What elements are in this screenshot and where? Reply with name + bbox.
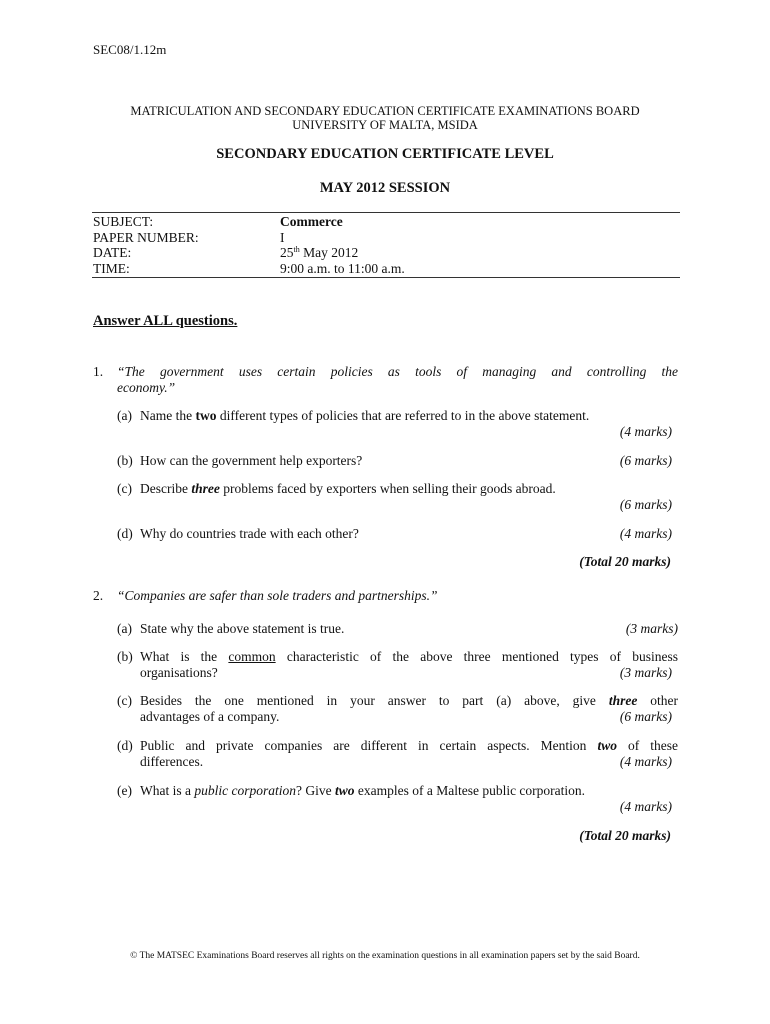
part-label: (e): [117, 783, 132, 798]
part-label: (c): [117, 693, 132, 708]
paper-value: I: [280, 229, 285, 245]
question-2-number: 2.: [93, 588, 104, 603]
question-1-number: 1.: [93, 364, 104, 379]
question-1-quote-line1: “The government uses certain policies as tools of managing and controlling the: [117, 364, 678, 379]
q2e-text-rest: examples of a Maltese public corporation.: [354, 783, 586, 798]
q2d-emphasis: two: [597, 738, 617, 753]
paper-code: SEC08/1.12m: [93, 42, 167, 57]
q1a-emphasis: two: [195, 408, 217, 423]
q2c-marks: (6 marks): [619, 709, 672, 724]
date-month-year: May 2012: [299, 245, 359, 261]
q1b-marks: (6 marks): [619, 453, 672, 468]
q2a-marks: (3 marks): [625, 621, 678, 636]
q2c-emphasis: three: [608, 693, 638, 708]
q2e-text-mid: ? Give: [295, 783, 335, 798]
part-label: (a): [117, 621, 132, 636]
date-label: DATE:: [93, 245, 132, 261]
time-label: TIME:: [93, 260, 130, 276]
part-label: (d): [117, 738, 133, 753]
q1c-marks: (6 marks): [619, 497, 672, 512]
date-row: [93, 245, 405, 261]
q2-part-b: [117, 649, 678, 681]
q2e-italic: public corporation: [194, 783, 296, 798]
q1a-text-rest: different types of policies that are referred to in the above statement.: [216, 408, 590, 423]
q2a-text: State why the above statement is true.: [140, 621, 345, 636]
q2-part-d: [117, 738, 678, 770]
q1a-marks: (4 marks): [619, 424, 672, 439]
date-suffix: th: [293, 245, 300, 255]
top-rule: [92, 212, 680, 213]
q2d-text: Public and private companies are different in certain aspects. Mention: [140, 738, 598, 753]
time-value: 9:00 a.m. to 11:00 a.m.: [280, 260, 405, 276]
q2d-text-rest: of these: [616, 738, 678, 753]
q2e-marks: (4 marks): [619, 799, 672, 814]
q2c-text-line2: advantages of a company.: [140, 709, 280, 724]
paper-label: PAPER NUMBER:: [93, 229, 199, 245]
question-1-quote-line2: economy.”: [117, 380, 176, 395]
copyright-footer: © The MATSEC Examinations Board reserves all rights on the examination questions in all examination papers set by the said Board.: [130, 951, 640, 961]
exam-info-table: [93, 214, 405, 276]
date-day: 25: [280, 245, 294, 261]
q2d-marks: (4 marks): [619, 754, 672, 769]
question-2-quote: “Companies are safer than sole traders and partnerships.”: [117, 588, 438, 603]
q1d-marks: (4 marks): [619, 526, 672, 541]
q2e-emphasis: two: [334, 783, 355, 798]
q2b-text-line2: organisations?: [140, 665, 218, 680]
subject-label: SUBJECT:: [93, 214, 154, 229]
q2d-text-line2: differences.: [140, 754, 204, 769]
q2c-text: Besides the one mentioned in your answer to part (a) above, give: [140, 693, 609, 708]
part-label: (d): [117, 526, 133, 541]
part-label: (c): [117, 481, 132, 496]
q2b-text-rest: characteristic of the above three mentioned types of business: [275, 649, 678, 664]
board-name: MATRICULATION AND SECONDARY EDUCATION CERTIFICATE EXAMINATIONS BOARD: [130, 104, 640, 118]
certificate-level: SECONDARY EDUCATION CERTIFICATE LEVEL: [216, 146, 554, 162]
q1a-text: Name the: [140, 408, 196, 423]
q2c-text-rest: other: [637, 693, 678, 708]
paper-row: [93, 230, 405, 246]
part-label: (a): [117, 408, 132, 423]
question-1-quote: [117, 364, 678, 396]
part-label: (b): [117, 453, 133, 468]
subject-value: Commerce: [280, 214, 343, 229]
q1c-text: Describe: [140, 481, 192, 496]
q1c-emphasis: three: [191, 481, 220, 496]
bottom-rule: [92, 277, 680, 278]
time-row: [93, 261, 405, 277]
part-label: (b): [117, 649, 133, 664]
q1c-text-rest: problems faced by exporters when selling their goods abroad.: [219, 481, 556, 496]
q2b-marks: (3 marks): [619, 665, 672, 680]
university-name: UNIVERSITY OF MALTA, MSIDA: [292, 118, 478, 132]
q1-part-a: [117, 408, 672, 440]
q2-part-c: [117, 693, 678, 725]
date-value: [280, 245, 358, 261]
q2-part-a: [117, 621, 678, 637]
exam-session: MAY 2012 SESSION: [319, 180, 451, 196]
q1b-text: How can the government help exporters?: [140, 453, 363, 468]
subject-row: [93, 214, 405, 230]
question-1-total: (Total 20 marks): [579, 554, 671, 569]
q1-part-d: [117, 526, 672, 542]
q2b-underlined: common: [228, 649, 276, 664]
q2-part-e: [117, 783, 672, 815]
q2e-text: What is a: [140, 783, 195, 798]
q2b-text: What is the: [140, 649, 229, 664]
q1-part-b: [117, 453, 672, 469]
question-2-total: (Total 20 marks): [579, 828, 671, 843]
board-header: [0, 104, 770, 132]
q1-part-c: [117, 481, 672, 513]
instruction: Answer ALL questions.: [93, 313, 238, 329]
q1d-text: Why do countries trade with each other?: [140, 526, 359, 541]
